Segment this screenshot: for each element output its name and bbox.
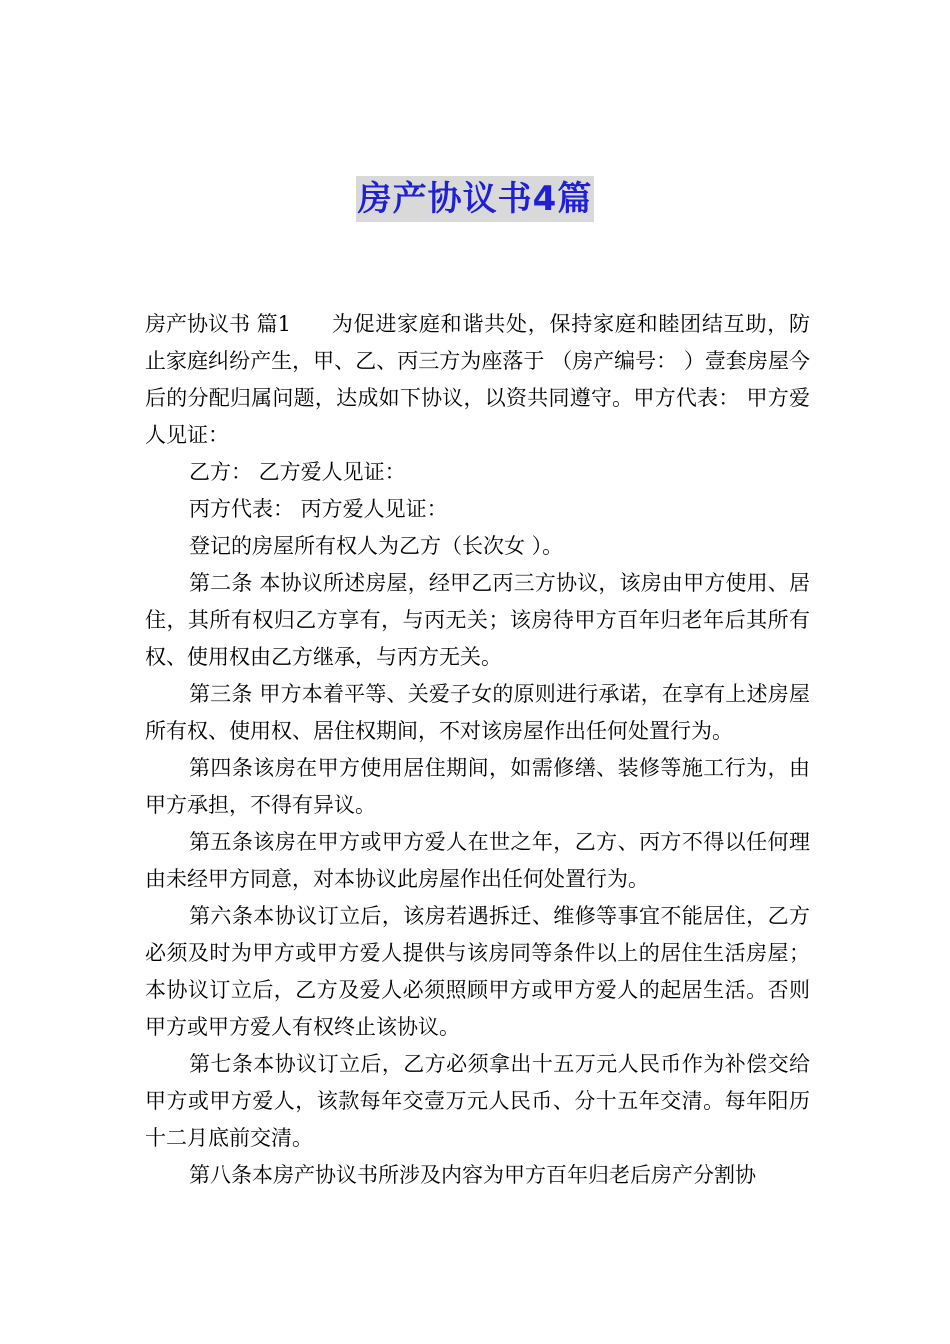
article-4-paragraph: 第四条该房在甲方使用居住期间，如需修缮、装修等施工行为，由甲方承担，不得有异议。: [145, 756, 810, 817]
article-7-paragraph: 第七条本协议订立后，乙方必须拿出十五万元人民币作为补偿交给甲方或甲方爱人，该款每年交壹万元人民币、分十五年交清。每年阳历十二月底前交清。: [145, 1052, 810, 1150]
paragraph: 丙方代表： 丙方爱人见证：: [189, 497, 448, 521]
article-6-paragraph: 第六条本协议订立后，该房若遇拆迁、维修等事宜不能居住，乙方必须及时为甲方或甲方爱人提供与该房同等条件以上的居住生活房屋；本协议订立后，乙方及爱人必须照顾甲方或甲方爱人的起居生活。否则甲方或甲方爱人有权终止该协议。: [145, 904, 810, 1039]
intro-paragraph: [145, 306, 810, 454]
article-3-paragraph: 第三条 甲方本着平等、关爱子女的原则进行承诺，在享有上述房屋所有权、使用权、居住权期间，不对该房屋作出任何处置行为。: [145, 682, 810, 743]
paragraph: 乙方： 乙方爱人见证：: [189, 460, 406, 484]
article-2-paragraph: 第二条 本协议所述房屋，经甲乙丙三方协议，该房由甲方使用、居住，其所有权归乙方享有，与丙无关；该房待甲方百年归老年后其所有权、使用权由乙方继承，与丙方无关。: [145, 571, 810, 669]
article-8-paragraph: 第八条本房产协议书所涉及内容为甲方百年归老后房产分割协: [189, 1163, 756, 1187]
intro-text: 为促进家庭和谐共处，保持家庭和睦团结互助，防止家庭纠纷产生，甲、乙、丙三方为座落于 （房产编号： ）壹套房屋今后的分配归属问题，达成如下协议，以资共同遵守。甲方代表： 甲方爱人见证：: [145, 312, 810, 447]
section-label: 房产协议书 篇1: [145, 312, 292, 336]
document-body: [145, 306, 810, 1194]
title-container: [0, 176, 950, 222]
document-title: 房产协议书4篇: [356, 176, 595, 222]
article-5-paragraph: 第五条该房在甲方或甲方爱人在世之年，乙方、丙方不得以任何理由未经甲方同意，对本协议此房屋作出任何处置行为。: [145, 830, 810, 891]
paragraph: 登记的房屋所有权人为乙方（长次女 ）。: [189, 534, 564, 558]
